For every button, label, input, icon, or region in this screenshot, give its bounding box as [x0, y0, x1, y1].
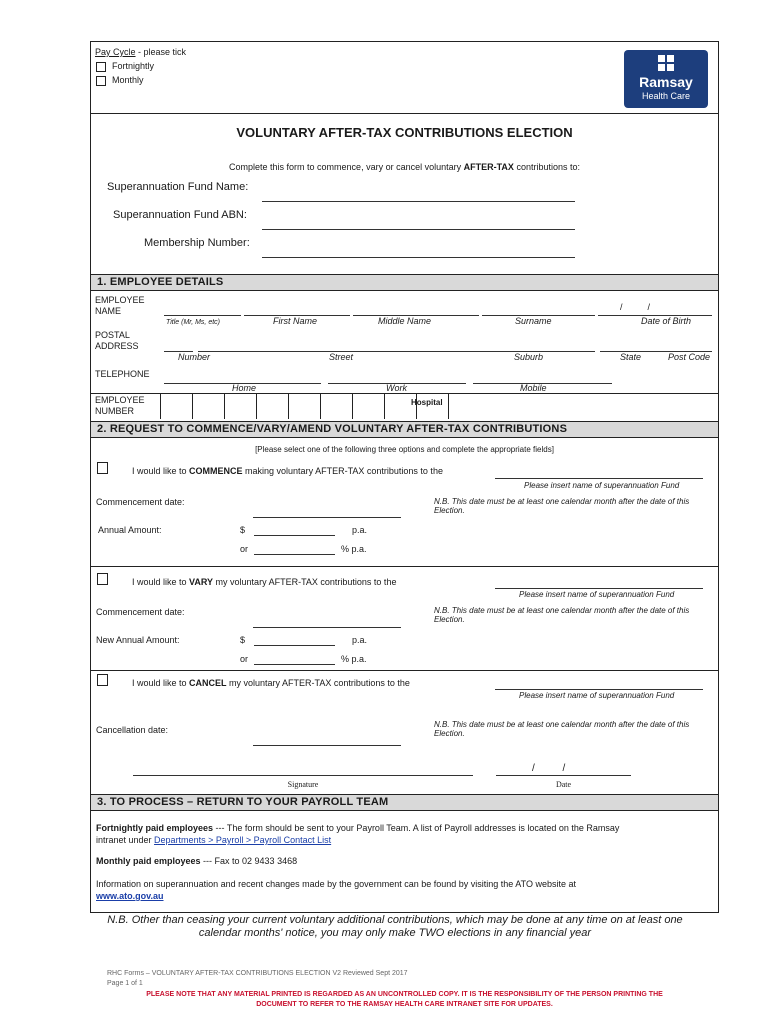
vary-percent-field[interactable]: [254, 664, 335, 665]
footer-form-ref: RHC Forms – VOLUNTARY AFTER-TAX CONTRIBUTIONS ELECTION V2 Reviewed Sept 2017: [107, 970, 408, 977]
commence-date-note: N.B. This date must be at least one calendar month after the date of this Election.: [434, 497, 690, 515]
cancel-fund-field[interactable]: [495, 689, 703, 690]
membership-label: Membership Number:: [144, 237, 250, 249]
commence-checkbox[interactable]: [97, 462, 108, 474]
commence-date-field[interactable]: [253, 517, 401, 518]
vary-pa: p.a.: [352, 635, 368, 645]
ramsay-cross-icon: [658, 55, 674, 71]
cancel-checkbox[interactable]: [97, 674, 108, 686]
logo-sub: Health Care: [641, 91, 691, 101]
surname-caption: Surname: [515, 316, 552, 326]
commence-date-label: Commencement date:: [96, 497, 185, 507]
vary-checkbox[interactable]: [97, 573, 108, 585]
cancel-text: I would like to CANCEL my voluntary AFTER-TAX contributions to the: [132, 678, 410, 688]
fund-abn-label: Superannuation Fund ABN:: [113, 209, 247, 221]
fund-name-field[interactable]: [262, 201, 575, 202]
logo-name: Ramsay: [639, 74, 693, 90]
home-caption: Home: [232, 383, 257, 393]
header-divider: [91, 113, 718, 114]
title-field[interactable]: [164, 315, 241, 316]
signature-date-field[interactable]: [496, 775, 631, 776]
vary-divider: [91, 670, 718, 671]
commence-amount-label: Annual Amount:: [98, 525, 162, 535]
commence-pa: p.a.: [352, 525, 368, 535]
date-slashes: / /: [532, 763, 566, 774]
cancel-date-label: Cancellation date:: [96, 725, 169, 735]
vary-dollar: $: [240, 635, 246, 645]
footer-warning-2: DOCUMENT TO REFER TO THE RAMSAY HEALTH CARE INTRANET SITE FOR UPDATES.: [256, 1001, 553, 1008]
footer-page: Page 1 of 1: [107, 980, 143, 987]
cancel-fund-hint: Please insert name of superannuation Fund: [519, 691, 675, 700]
commence-or: or: [240, 544, 249, 554]
section-2-instruction: [Please select one of the following three options and complete the appropriate fields]: [255, 445, 554, 454]
fund-abn-field[interactable]: [262, 229, 575, 230]
commence-fund-field[interactable]: [495, 478, 703, 479]
form-title: VOLUNTARY AFTER-TAX CONTRIBUTIONS ELECTION: [236, 125, 573, 140]
employee-number-cells[interactable]: [160, 394, 449, 419]
vary-or: or: [240, 654, 249, 664]
vary-text: I would like to VARY my voluntary AFTER-TAX contributions to the: [132, 577, 397, 587]
commence-fund-hint: Please insert name of superannuation Fund: [524, 481, 680, 490]
vary-amount-label: New Annual Amount:: [96, 635, 180, 645]
pay-cycle-label: Pay Cycle - please tick: [95, 47, 187, 57]
middle-name-caption: Middle Name: [378, 316, 432, 326]
dob-caption: Date of Birth: [641, 316, 692, 326]
vary-amount-field[interactable]: [254, 645, 335, 646]
telephone-label: TELEPHONE: [95, 369, 150, 379]
vary-date-note: N.B. This date must be at least one calendar month after the date of this Election.: [434, 606, 690, 624]
commence-percent-pa: % p.a.: [341, 544, 367, 554]
membership-field[interactable]: [262, 257, 575, 258]
vary-fund-hint: Please insert name of superannuation Fund: [519, 590, 675, 599]
postal-address-label: POSTAL ADDRESS: [95, 330, 139, 351]
monthly-checkbox[interactable]: [96, 76, 106, 86]
employee-number-label: EMPLOYEE NUMBER: [95, 395, 145, 416]
nb-note: N.B. Other than ceasing your current voluntary additional contributions, which may be done at any time on at least one calendar months' notice, you may only make TWO elections in any financial year: [107, 914, 683, 939]
fund-name-label: Superannuation Fund Name:: [107, 181, 249, 193]
fortnightly-checkbox[interactable]: [96, 62, 106, 72]
mobile-caption: Mobile: [520, 383, 547, 393]
state-caption: State: [620, 352, 642, 362]
payroll-contact-link[interactable]: Departments > Payroll > Payroll Contact List: [154, 835, 332, 845]
signature-field[interactable]: [133, 775, 473, 776]
section-3-title: 3. TO PROCESS – RETURN TO YOUR PAYROLL TEAM: [97, 796, 389, 808]
signature-caption: Signature: [287, 780, 319, 789]
footer-warning-1: PLEASE NOTE THAT ANY MATERIAL PRINTED IS REGARDED AS AN UNCONTROLLED COPY. IT IS THE RESPONSIBILITY OF THE PERSON PRINTING THE: [146, 991, 663, 998]
ramsay-logo: [624, 50, 708, 108]
cancel-date-field[interactable]: [253, 745, 401, 746]
cancel-date-note: N.B. This date must be at least one calendar month after the date of this Election.: [434, 720, 690, 738]
commence-amount-field[interactable]: [254, 535, 335, 536]
first-name-caption: First Name: [273, 316, 318, 326]
street-caption: Street: [329, 352, 354, 362]
dob-slashes: / /: [620, 302, 651, 312]
commence-text: I would like to COMMENCE making voluntary AFTER-TAX contributions to the: [132, 466, 443, 476]
fortnightly-label: Fortnightly: [112, 61, 155, 71]
ato-link[interactable]: www.ato.gov.au: [96, 891, 164, 901]
section-2-title: 2. REQUEST TO COMMENCE/VARY/AMEND VOLUNTARY AFTER-TAX CONTRIBUTIONS: [97, 423, 568, 435]
postcode-caption: Post Code: [668, 352, 711, 362]
vary-date-label: Commencement date:: [96, 607, 185, 617]
work-caption: Work: [386, 383, 407, 393]
commence-percent-field[interactable]: [254, 554, 335, 555]
monthly-label: Monthly: [112, 75, 144, 85]
monthly-instructions: Monthly paid employees --- Fax to 02 9433 3468: [96, 856, 298, 866]
fortnightly-instructions: Fortnightly paid employees --- The form should be sent to your Payroll Team. A list of Payroll addresses is located on the Ramsay intranet under Departments > Payroll > Payroll Contact List: [96, 823, 620, 845]
vary-fund-field[interactable]: [495, 588, 703, 589]
vary-date-field[interactable]: [253, 627, 401, 628]
hospital-label: Hospital: [411, 398, 443, 407]
intro-text: Complete this form to commence, vary or cancel voluntary AFTER-TAX contributions to:: [229, 162, 580, 172]
suburb-caption: Suburb: [514, 352, 544, 362]
date-caption: Date: [555, 780, 572, 789]
employee-name-label: EMPLOYEE NAME: [95, 295, 145, 316]
ato-info: Information on superannuation and recent changes made by the government can be found by visiting the ATO website at www.ato.gov.au: [96, 879, 576, 901]
section-1-title: 1. EMPLOYEE DETAILS: [97, 276, 224, 288]
commence-divider: [91, 566, 718, 567]
title-hint: Title (Mr, Ms, etc): [166, 319, 220, 326]
commence-dollar: $: [240, 525, 246, 535]
vary-percent-pa: % p.a.: [341, 654, 367, 664]
number-caption: Number: [178, 352, 211, 362]
